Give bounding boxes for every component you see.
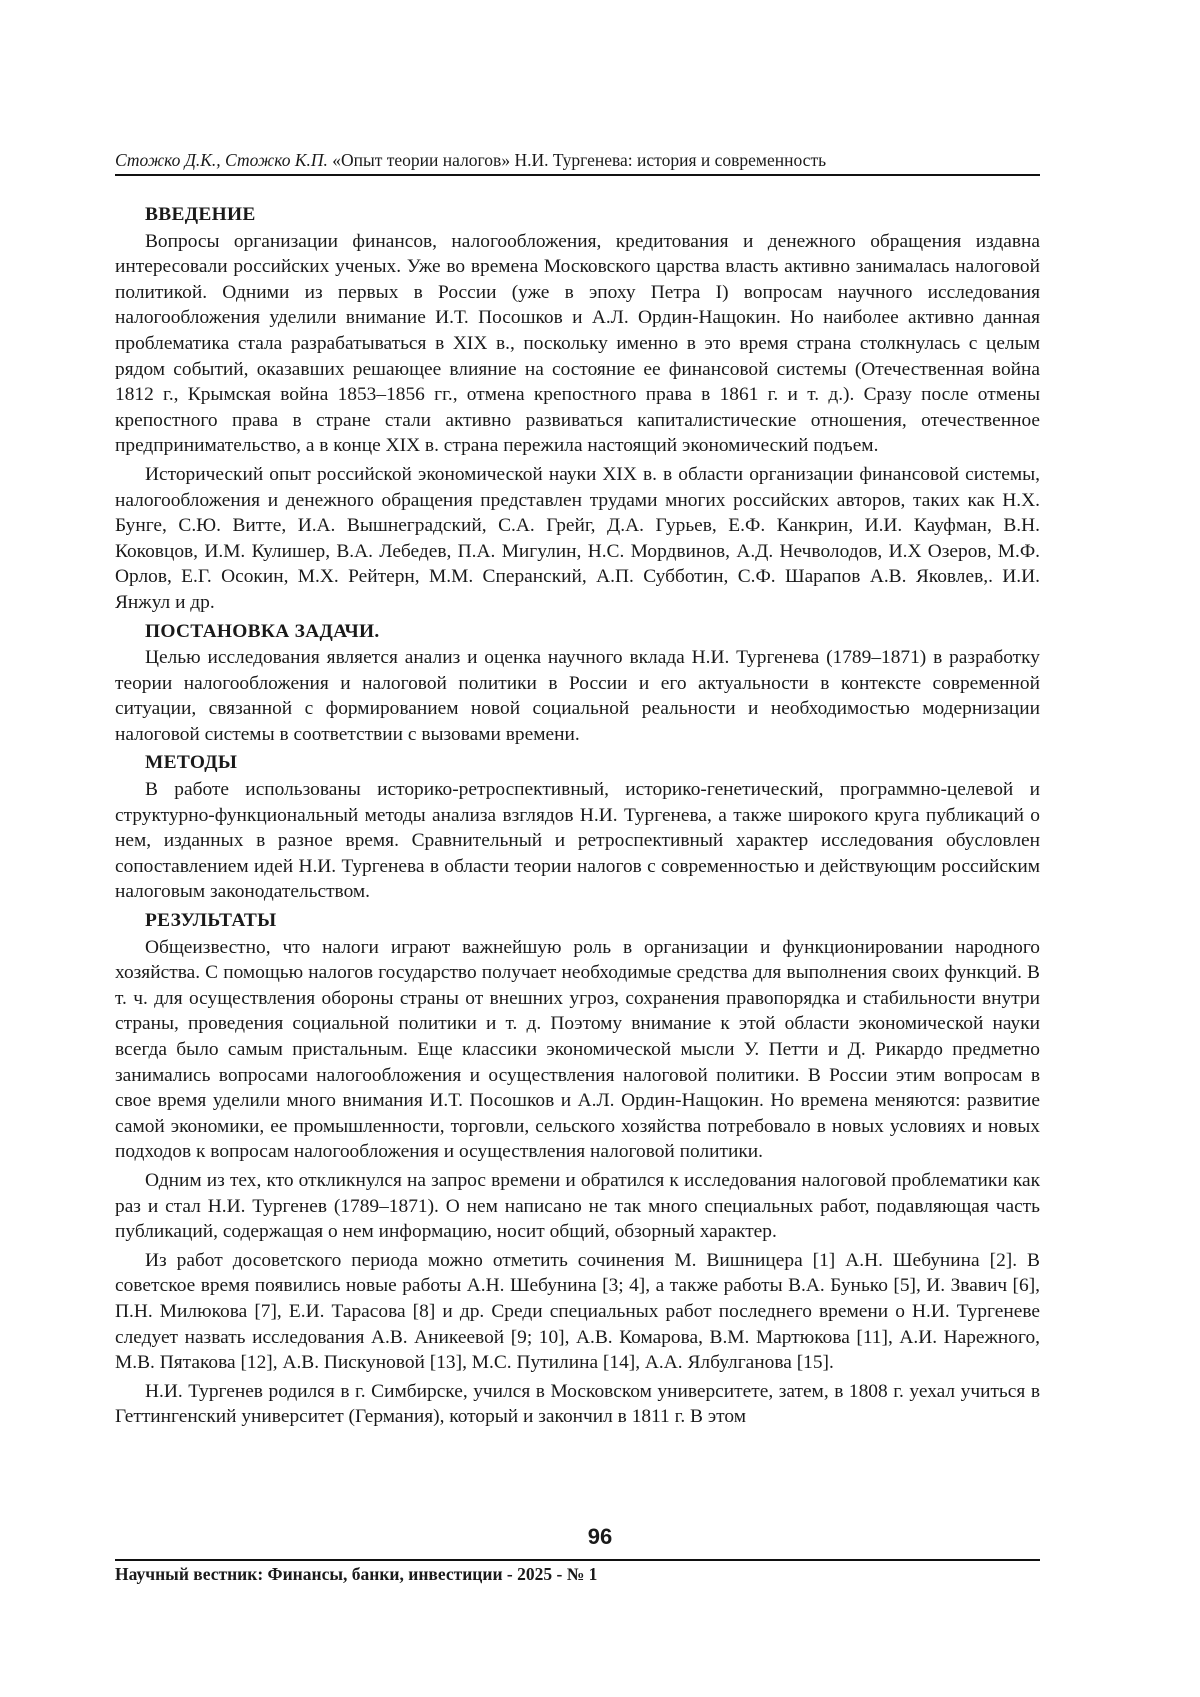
section-results <box>115 908 1040 1430</box>
paragraph: Из работ досоветского периода можно отметить сочинения М. Вишницера [1] А.Н. Шебунина [2]. В советское время появились новые работы А.Н. Шебунина [3; 4], а также работы В.А. Бунько [5], И. Звавич [6], П.Н. Милюкова [7], Е.И. Тарасова [8] и др. Среди специальных работ последнего времени о Н.И. Тургеневе следует назвать исследования А.В. Аникеевой [9; 10], А.В. Комарова, В.М. Мартюкова [11], А.И. Нарежного, М.В. Пятакова [12], А.В. Пискуновой [13], М.С. Путилина [14], А.А. Ялбулганова [15]. <box>115 1249 1040 1374</box>
section-introduction <box>115 202 1040 616</box>
section-problem-statement <box>115 619 1040 748</box>
section-heading: РЕЗУЛЬТАТЫ <box>145 910 277 932</box>
paragraph: Общеизвестно, что налоги играют важнейшую роль в организации и функционировании народного хозяйства. С помощью налогов государство получает необходимые средства для выполнения своих функций. В т. ч. для осуществления обороны страны от внешних угроз, сохранения правопорядка и стабильности внутри страны, проведения социальной политики и т. д. Поэтому внимание к этой области экономической науки всегда было самым пристальным. Еще классики экономической мысли У. Петти и Д. Рикардо предметно занимались вопросами налогообложения и осуществления налоговой политики. В России этим вопросам в свое время уделили много внимания И.Т. Посошков и А.Л. Ордин-Нащокин. Но времена меняются: развитие самой экономики, ее промышленности, торговли, сельского хозяйства потребовало в новых условиях и новых подходов к вопросам налогообложения и осуществления налоговой политики. <box>115 936 1040 1163</box>
header-divider <box>115 174 1040 176</box>
header-authors: Стожко Д.К., Стожко К.П. <box>115 150 328 170</box>
header-title: «Опыт теории налогов» Н.И. Тургенева: история и современность <box>327 150 827 170</box>
page-number: 96 <box>587 1524 613 1549</box>
footer-divider <box>115 1559 1040 1561</box>
section-methods <box>115 750 1040 905</box>
paragraph: Одним из тех, кто откликнулся на запрос времени и обратился к исследования налоговой проблематики как раз и стал Н.И. Тургенев (1789–1871). О нем написано не так много специальных работ, подавляющая часть публикаций, содержащая о нем информацию, носит общий, обзорный характер. <box>115 1169 1040 1243</box>
section-heading: МЕТОДЫ <box>145 752 238 774</box>
section-heading: ПОСТАНОВКА ЗАДАЧИ. <box>145 620 380 642</box>
paragraph: Н.И. Тургенев родился в г. Симбирске, учился в Московском университете, затем, в 1808 г. уехал учиться в Геттингенский университет (Германия), который и закончил в 1811 г. В этом <box>115 1380 1040 1428</box>
article-body <box>115 202 1040 1433</box>
running-header <box>115 148 1040 172</box>
paragraph: Исторический опыт российской экономической науки XIX в. в области организации финансовой системы, налогообложения и денежного обращения представлен трудами многих российских авторов, таких как Н.Х. Бунге, С.Ю. Витте, И.А. Вышнеградский, С.А. Грейг, Д.А. Гурьев, Е.Ф. Канкрин, И.И. Кауфман, В.Н. Коковцов, И.М. Кулишер, В.А. Лебедев, П.А. Мигулин, Н.С. Мордвинов, А.Д. Нечволодов, И.Х Озеров, М.Ф. Орлов, Е.Г. Осокин, М.Х. Рейтерн, М.М. Сперанский, А.П. Субботин, С.Ф. Шарапов А.В. Яковлев,. И.И. Янжул и др. <box>115 463 1040 613</box>
journal-footer: Научный вестник: Финансы, банки, инвестиции - 2025 - № 1 <box>115 1564 598 1584</box>
section-heading: ВВЕДЕНИЕ <box>145 204 256 225</box>
paragraph: В работе использованы историко-ретроспективный, историко-генетический, программно-целевой и структурно-функциональный методы анализа взглядов Н.И. Тургенева, а также широкого круга публикаций о нем, изданных в разное время. Сравнительный и ретроспективный характер исследования обусловлен сопоставлением идей Н.И. Тургенева в области теории налогов с современностью и действующим российским налоговым законодательством. <box>115 779 1040 903</box>
paragraph: Вопросы организации финансов, налогообложения, кредитования и денежного обращения издавна интересовали российских ученых. Уже во времена Московского царства власть активно занималась налоговой политикой. Одними из первых в России (уже в эпоху Петра I) вопросам научного исследования налогообложения уделили внимание И.Т. Посошков и А.Л. Ордин-Нащокин. Но наиболее активно данная проблематика стала разрабатываться в XIX в., поскольку именно в это время страна столкнулась с целым рядом событий, оказавших решающее влияние на состояние ее финансовой системы (Отечественная война 1812 г., Крымская война 1853–1856 гг., отмена крепостного права в 1861 г. и т. д.). Сразу после отмены крепостного права в стране стали активно развиваться капиталистические отношения, отечественное предпринимательство, а в конце XIX в. страна пережила настоящий экономический подъем. <box>115 230 1040 457</box>
paragraph: Целью исследования является анализ и оценка научного вклада Н.И. Тургенева (1789–1871) в разработку теории налогообложения и налоговой политики в России и его актуальности в контексте современной ситуации, связанной с формированием новой социальной реальности и необходимостью модернизации налоговой системы в соответствии с вызовами времени. <box>115 647 1040 745</box>
